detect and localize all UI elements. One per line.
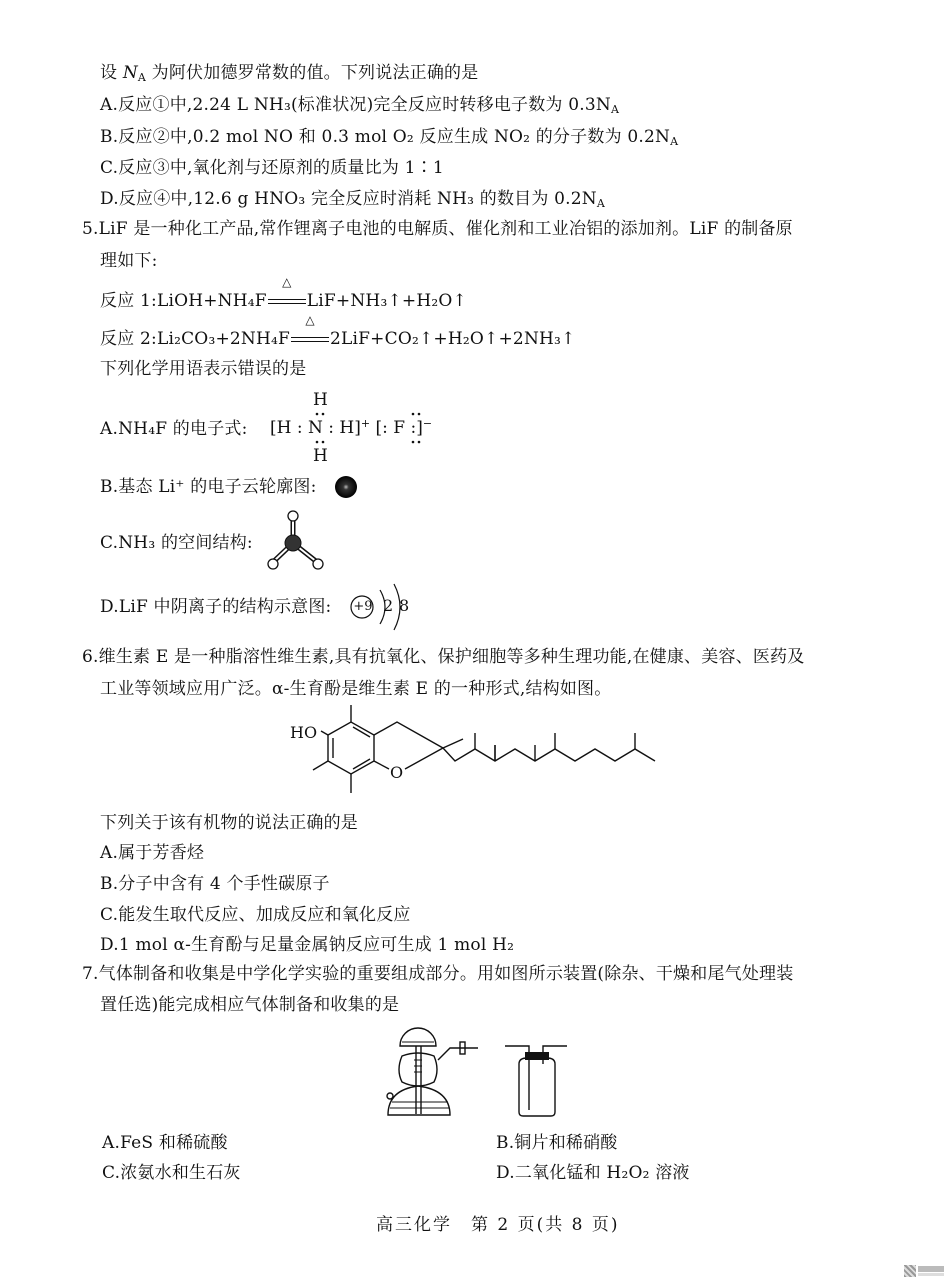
nucleus-charge: +9 bbox=[353, 599, 373, 614]
fluoride-ion-structure-diagram bbox=[350, 582, 420, 632]
option-label: A. bbox=[100, 95, 119, 115]
reaction-label: 反应 1: bbox=[100, 291, 157, 311]
q4-stem-pre: 设 bbox=[100, 63, 123, 83]
shell-2-electrons: 8 bbox=[399, 596, 410, 615]
question-number: 5. bbox=[82, 219, 99, 239]
ring-oxygen-label: O bbox=[390, 763, 404, 782]
nh4f-electron-formula bbox=[270, 390, 480, 470]
heating-condition bbox=[267, 275, 307, 312]
option-label: D. bbox=[496, 1163, 515, 1183]
q4-option-a bbox=[100, 94, 619, 116]
option-label: D. bbox=[100, 597, 119, 617]
heating-condition bbox=[290, 313, 330, 350]
reaction-reactants: Li₂CO₃+2NH₄F bbox=[156, 329, 291, 349]
q4-stem bbox=[100, 62, 478, 84]
s-orbital-cloud-icon bbox=[334, 475, 358, 499]
option-text: 1 mol α-生育酚与足量金属钠反应可生成 1 mol H₂ bbox=[118, 935, 515, 955]
option-text: 反应④中,12.6 g HNO₃ 完全反应时消耗 NH₃ 的数目为 0.2N bbox=[118, 189, 597, 209]
option-text: FeS 和稀硫酸 bbox=[120, 1133, 228, 1153]
skeletal-formula-diagram bbox=[285, 703, 675, 803]
option-text: 基态 Li⁺ 的电子云轮廓图: bbox=[118, 477, 317, 497]
option-label: B. bbox=[100, 127, 119, 147]
q7-stem-line1 bbox=[82, 963, 793, 985]
option-sub: A bbox=[596, 197, 606, 210]
option-text: 能发生取代反应、加成反应和氧化反应 bbox=[118, 905, 411, 925]
option-text: 反应②中,0.2 mol NO 和 0.3 mol O₂ 反应生成 NO₂ 的分子数为 0.2N bbox=[118, 127, 671, 147]
q6-stem-line1 bbox=[82, 646, 804, 668]
q5-stem-line1 bbox=[82, 218, 793, 240]
reaction-products: 2LiF+CO₂↑+H₂O↑+2NH₃↑ bbox=[330, 329, 576, 349]
q5-option-a bbox=[100, 418, 248, 440]
option-text: 反应①中,2.24 L NH₃(标准状况)完全反应时转移电子数为 0.3N bbox=[118, 95, 611, 115]
watermark-caption bbox=[918, 1273, 944, 1276]
q6-option-d bbox=[100, 934, 514, 956]
electron-formula-main: [H : N : H]+ [: F :]− bbox=[270, 417, 433, 438]
question-number: 6. bbox=[82, 647, 99, 667]
q5-option-c bbox=[100, 532, 253, 554]
option-text: 属于芳香烃 bbox=[118, 843, 205, 863]
delta-icon: △ bbox=[282, 275, 292, 289]
equals-sign bbox=[291, 337, 329, 342]
q6-option-a bbox=[100, 842, 204, 864]
q5-stem-text: LiF 是一种化工产品,常作锂离子电池的电解质、催化剂和工业冶铝的添加剂。LiF 的制备原 bbox=[98, 219, 793, 239]
qr-code-icon bbox=[904, 1265, 916, 1277]
electron-formula-top-h: H bbox=[313, 390, 328, 410]
q4-option-b bbox=[100, 126, 678, 148]
q7-option-a bbox=[102, 1132, 228, 1154]
option-label: D. bbox=[100, 935, 119, 955]
q4-stem-post: 为阿伏加德罗常数的值。下列说法正确的是 bbox=[146, 63, 479, 83]
reaction-label: 反应 2: bbox=[100, 329, 157, 349]
option-label: A. bbox=[100, 843, 119, 863]
q7-stem-line2: 置任选)能完成相应气体制备和收集的是 bbox=[100, 995, 400, 1015]
option-text: 分子中含有 4 个手性碳原子 bbox=[118, 874, 330, 894]
q6-stem-line2: 工业等领域应用广泛。α-生育酚是维生素 E 的一种形式,结构如图。 bbox=[100, 679, 612, 699]
kipp-generator-apparatus-icon bbox=[378, 1020, 488, 1120]
hydroxyl-label: HO bbox=[290, 723, 318, 742]
q5-option-b bbox=[100, 476, 317, 498]
option-label: B. bbox=[100, 874, 119, 894]
option-text: 反应③中,氧化剂与还原剂的质量比为 1∶1 bbox=[118, 158, 444, 178]
option-label: C. bbox=[102, 1163, 121, 1183]
q7-stem-text: 气体制备和收集是中学化学实验的重要组成部分。用如图所示装置(除杂、干燥和尾气处理装 bbox=[98, 964, 794, 984]
q6-stem-text: 维生素 E 是一种脂溶性维生素,具有抗氧化、保护细胞等多种生理功能,在健康、美容、医药及 bbox=[98, 647, 805, 667]
gas-collecting-bottle-icon bbox=[505, 1040, 575, 1120]
option-label: A. bbox=[102, 1133, 121, 1153]
q4-option-c bbox=[100, 157, 444, 179]
q6-question: 下列关于该有机物的说法正确的是 bbox=[100, 813, 358, 833]
q6-option-c bbox=[100, 904, 411, 926]
question-number: 7. bbox=[82, 964, 99, 984]
q6-option-b bbox=[100, 873, 330, 895]
option-text: LiF 中阴离子的结构示意图: bbox=[118, 597, 332, 617]
q4-stem-var: N bbox=[122, 63, 138, 83]
shell-1-electrons: 2 bbox=[383, 596, 394, 615]
q5-reaction-1 bbox=[100, 275, 467, 312]
option-text: NH₃ 的空间结构: bbox=[118, 533, 253, 553]
equals-sign bbox=[268, 299, 306, 304]
q7-option-d bbox=[496, 1162, 690, 1184]
electron-dots bbox=[270, 390, 480, 470]
q7-option-c bbox=[102, 1162, 241, 1184]
option-sub: A bbox=[610, 103, 620, 116]
q7-option-b bbox=[496, 1132, 618, 1154]
watermark-logo bbox=[918, 1266, 944, 1272]
delta-icon: △ bbox=[305, 313, 315, 327]
option-label: C. bbox=[100, 905, 119, 925]
option-sub: A bbox=[670, 135, 679, 148]
alpha-tocopherol-structure bbox=[285, 703, 675, 803]
option-label: B. bbox=[496, 1133, 515, 1153]
page-footer: 高三化学 第 2 页(共 8 页) bbox=[376, 1215, 620, 1235]
option-label: C. bbox=[100, 533, 119, 553]
option-text: 铜片和稀硝酸 bbox=[514, 1133, 618, 1153]
q5-reaction-2 bbox=[100, 313, 576, 350]
nh3-ball-stick-model-icon bbox=[262, 510, 332, 574]
reaction-products: LiF+NH₃↑+H₂O↑ bbox=[306, 291, 467, 311]
q4-option-d bbox=[100, 188, 605, 210]
reaction-reactants: LiOH+NH₄F bbox=[156, 291, 267, 311]
q4-stem-var-sub: A bbox=[137, 71, 147, 84]
option-label: B. bbox=[100, 477, 119, 497]
option-label: D. bbox=[100, 189, 119, 209]
q5-stem-line2: 理如下: bbox=[100, 251, 158, 271]
q5-question: 下列化学用语表示错误的是 bbox=[100, 359, 307, 379]
electron-formula-bottom-h: H bbox=[313, 446, 328, 466]
option-text: 浓氨水和生石灰 bbox=[120, 1163, 241, 1183]
option-text: NH₄F 的电子式: bbox=[118, 419, 248, 439]
option-label: C. bbox=[100, 158, 119, 178]
option-label: A. bbox=[100, 419, 119, 439]
q5-option-d bbox=[100, 596, 331, 618]
option-text: 二氧化锰和 H₂O₂ 溶液 bbox=[514, 1163, 690, 1183]
